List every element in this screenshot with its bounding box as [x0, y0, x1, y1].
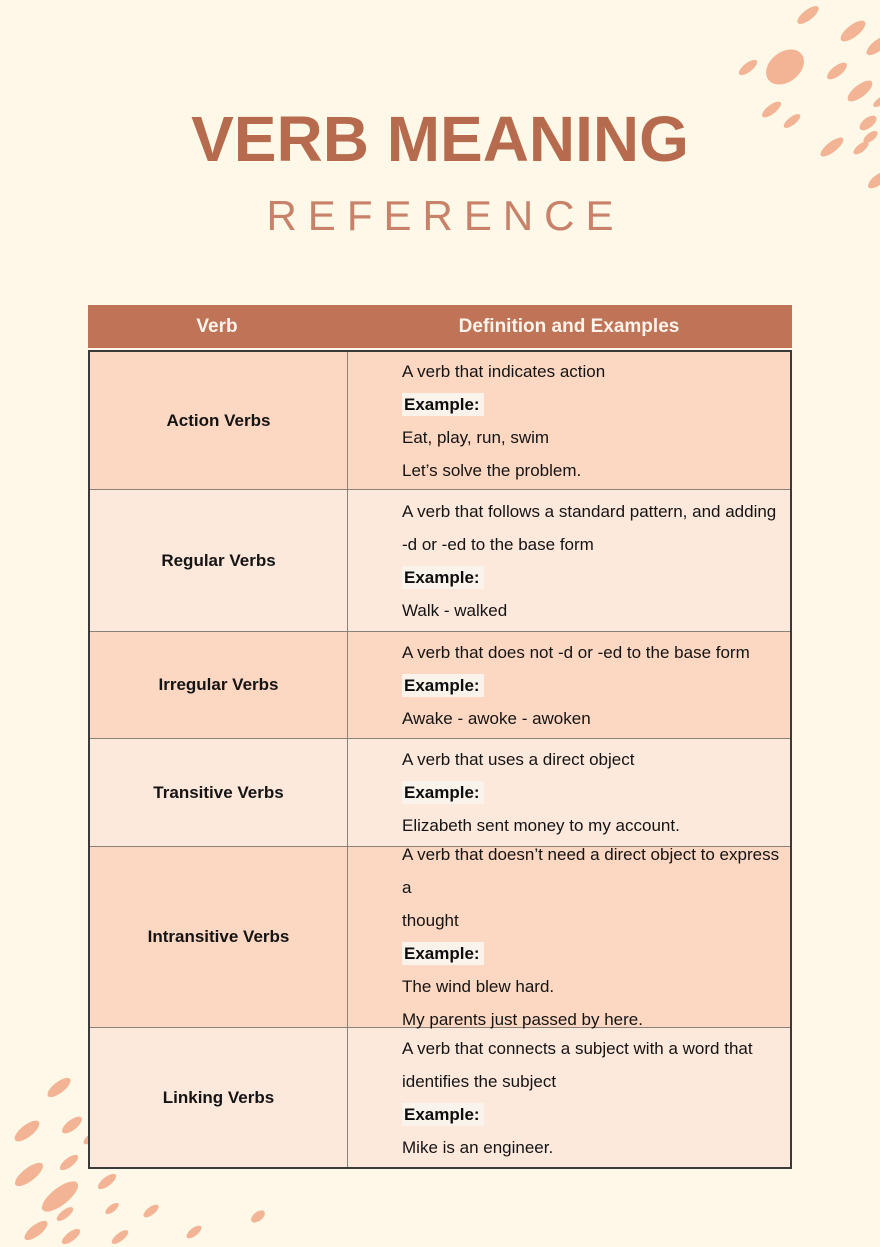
definition-line: A verb that follows a standard pattern, and adding — [402, 501, 777, 521]
example-label-line — [402, 1098, 780, 1131]
decor-dash — [11, 1117, 42, 1145]
definition-cell — [348, 490, 790, 631]
table-header-row — [88, 305, 792, 348]
example-label: Example: — [402, 393, 484, 416]
example-label: Example: — [402, 674, 484, 697]
table-row — [90, 489, 790, 631]
definition-cell — [348, 847, 790, 1027]
page-subtitle: REFERENCE — [266, 192, 625, 240]
example-line: Mike is an engineer. — [402, 1137, 554, 1157]
example-label-line — [402, 937, 780, 970]
example-line: Elizabeth sent money to my account. — [402, 816, 680, 835]
decor-dash — [37, 1176, 82, 1216]
decor-dash — [96, 1171, 119, 1192]
example-label: Example: — [402, 942, 484, 965]
definition-line: A verb that indicates action — [402, 361, 606, 381]
decor-dash — [104, 1201, 121, 1216]
example-line: Awake - awoke - awoken — [402, 708, 591, 728]
example-line: Eat, play, run, swim — [402, 427, 550, 447]
verb-name: Irregular Verbs — [90, 632, 348, 738]
example-label: Example: — [402, 566, 484, 589]
decor-dash — [59, 1114, 84, 1137]
example-line: The wind blew hard. — [402, 977, 555, 996]
col-header-definition: Definition and Examples — [458, 315, 680, 337]
definition-cell — [348, 739, 790, 846]
table-row — [90, 631, 790, 738]
decor-dash — [12, 1159, 47, 1190]
definition-cell — [348, 352, 790, 489]
decor-dash — [141, 1202, 160, 1219]
example-label-line — [402, 388, 780, 421]
definition-line: A verb that does not -d or -ed to the base form — [402, 642, 750, 662]
definition-line: identifies the subject — [402, 1071, 557, 1091]
example-label: Example: — [402, 1103, 484, 1126]
verb-name: Action Verbs — [90, 352, 348, 489]
example-line: Walk - walked — [402, 600, 508, 620]
verb-name: Regular Verbs — [90, 490, 348, 631]
example-label: Example: — [402, 781, 484, 804]
example-line: My parents just passed by here. — [402, 1010, 643, 1029]
table-row — [90, 1027, 790, 1167]
table-row — [90, 352, 790, 489]
decor-dash — [184, 1223, 203, 1240]
example-label-line — [402, 561, 780, 594]
example-line: Let’s solve the problem. — [402, 460, 582, 480]
definition-line: A verb that connects a subject with a word that — [402, 1038, 753, 1058]
decor-dash — [60, 1226, 83, 1247]
page-title: VERB MEANING — [191, 103, 689, 175]
decor-dash — [249, 1208, 267, 1225]
definition-cell — [348, 632, 790, 738]
table-body — [88, 350, 792, 1169]
example-label-line — [402, 776, 780, 809]
col-header-verb: Verb — [196, 315, 238, 337]
decor-dash — [22, 1218, 51, 1244]
definition-line: thought — [402, 911, 459, 930]
definition-cell — [348, 1028, 790, 1167]
verbs-table — [88, 305, 792, 1169]
decor-dash — [45, 1075, 74, 1101]
example-label-line — [402, 669, 780, 702]
decor-dash — [110, 1228, 131, 1247]
page-header — [0, 0, 880, 240]
definition-line: A verb that uses a direct object — [402, 750, 635, 769]
definition-line: A verb that doesn’t need a direct object to express a — [402, 845, 780, 897]
verb-name: Intransitive Verbs — [90, 847, 348, 1027]
decor-dash — [58, 1152, 81, 1173]
definition-line: -d or -ed to the base form — [402, 534, 594, 554]
verb-name: Linking Verbs — [90, 1028, 348, 1167]
table-row — [90, 738, 790, 846]
verb-name: Transitive Verbs — [90, 739, 348, 846]
table-row — [90, 846, 790, 1027]
